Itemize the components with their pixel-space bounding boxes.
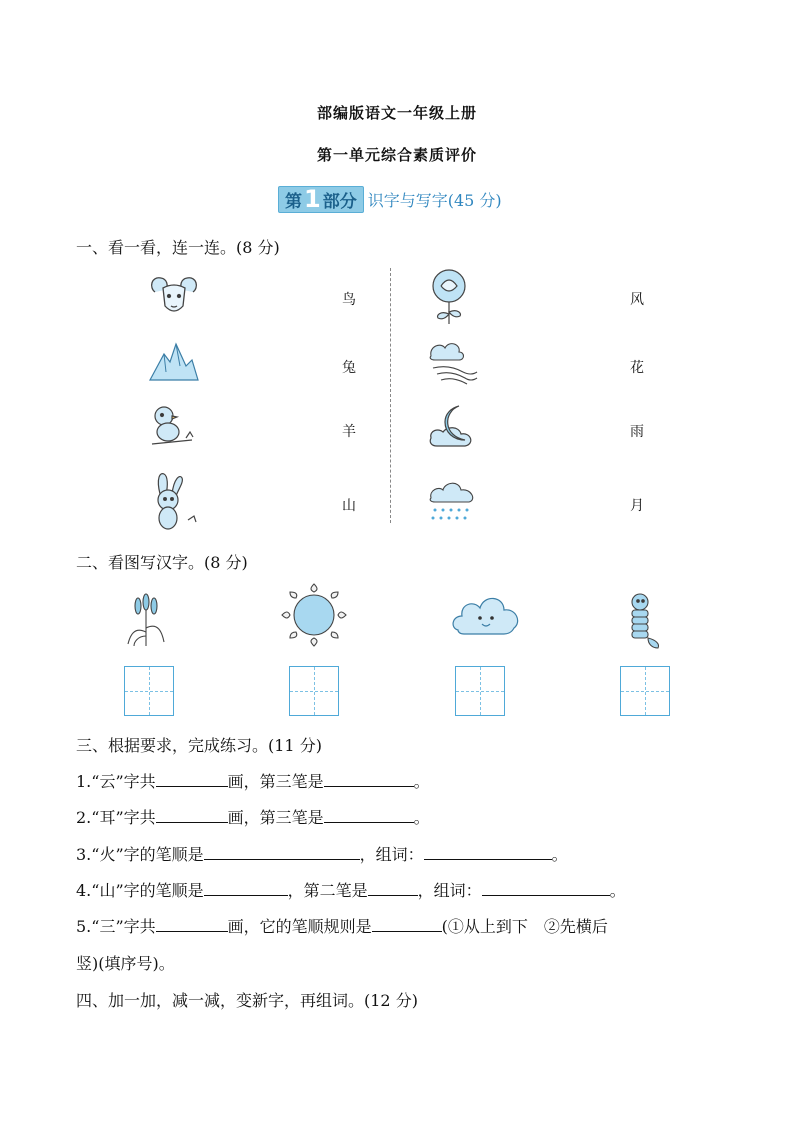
q3-item-5 [76,914,608,937]
part-suffix: 部分 [322,191,357,212]
q3-item-3-text-a: 3.“火”字的笔顺是 [76,845,204,864]
part-badge [278,186,364,213]
q3-item-1 [76,769,430,792]
q3-item-1-text-a: 1.“云”字共 [76,772,156,791]
q2-heading: 二、看图写汉字。(8 分) [76,553,248,572]
q3-item-4-text-b: ，第二笔是 [287,881,368,900]
part-title: 识字与写字(45 分) [367,190,502,210]
q3-item-2-text-b: 画，第三笔是 [227,808,324,827]
writing-grid-4[interactable] [620,666,670,716]
right-char-3: 雨 [630,424,644,440]
q1-heading: 一、看一看，连一连。(8 分) [76,238,280,257]
moon-icon [425,402,485,450]
page-title: 部编版语文一年级上册 [316,104,477,122]
part-number: 1 [304,184,321,213]
q3-heading: 三、根据要求，完成练习。(11 分) [76,736,322,755]
writing-grid-1[interactable] [124,666,174,716]
answer-blank[interactable] [204,879,288,896]
answer-blank[interactable] [156,806,228,823]
q3-item-2-text-a: 2.“耳”字共 [76,808,156,827]
right-char-1: 风 [630,292,644,308]
divider [390,268,391,523]
q3-item-3 [76,842,568,865]
q3-item-1-text-c: 。 [413,772,430,791]
wind-icon [425,338,481,386]
answer-blank[interactable] [324,770,414,787]
bird-icon [146,402,198,452]
part-prefix: 第 [285,191,302,212]
answer-blank[interactable] [324,806,414,823]
flower-icon [424,266,474,326]
q3-item-5-cont: 竖)(填序号)。 [76,954,175,973]
sun-icon [280,582,348,648]
answer-blank[interactable] [204,843,360,860]
right-char-4: 月 [630,498,644,514]
left-char-1: 鸟 [342,292,356,308]
answer-blank[interactable] [424,843,552,860]
part-header [278,184,502,214]
q3-item-4 [76,878,626,901]
q3-item-4-text-c: ，组词： [417,881,482,900]
q3-item-5-text-c: (①从上到下 ②先横后 [441,917,608,936]
q3-item-4-text-a: 4.“山”字的笔顺是 [76,881,204,900]
right-char-2: 花 [630,360,644,376]
rice-plant-icon [124,592,168,648]
q3-item-3-text-b: ，组词： [359,845,424,864]
writing-grid-3[interactable] [455,666,505,716]
page-subtitle: 第一单元综合素质评价 [316,146,477,164]
q4-heading: 四、加一加，减一减，变新字，再组词。(12 分) [76,991,418,1010]
answer-blank[interactable] [368,879,418,896]
q3-item-2-text-c: 。 [413,808,430,827]
worm-icon [620,590,666,650]
mountain-icon [146,338,202,386]
answer-blank[interactable] [156,915,228,932]
goat-icon [145,270,205,320]
rabbit-icon [146,470,202,534]
q3-item-4-text-d: 。 [609,881,626,900]
answer-blank[interactable] [482,879,610,896]
q3-item-5-text-b: 画，它的笔顺规则是 [227,917,372,936]
cloud-icon [450,590,524,638]
q3-item-1-text-b: 画，第三笔是 [227,772,324,791]
left-char-4: 山 [342,498,356,514]
answer-blank[interactable] [372,915,442,932]
left-char-2: 兔 [342,360,356,376]
writing-grid-2[interactable] [289,666,339,716]
q3-item-3-text-c: 。 [551,845,568,864]
answer-blank[interactable] [156,770,228,787]
rain-icon [425,478,481,524]
q3-item-2 [76,805,430,828]
q3-item-5-text-a: 5.“三”字共 [76,917,156,936]
left-char-3: 羊 [342,424,356,440]
